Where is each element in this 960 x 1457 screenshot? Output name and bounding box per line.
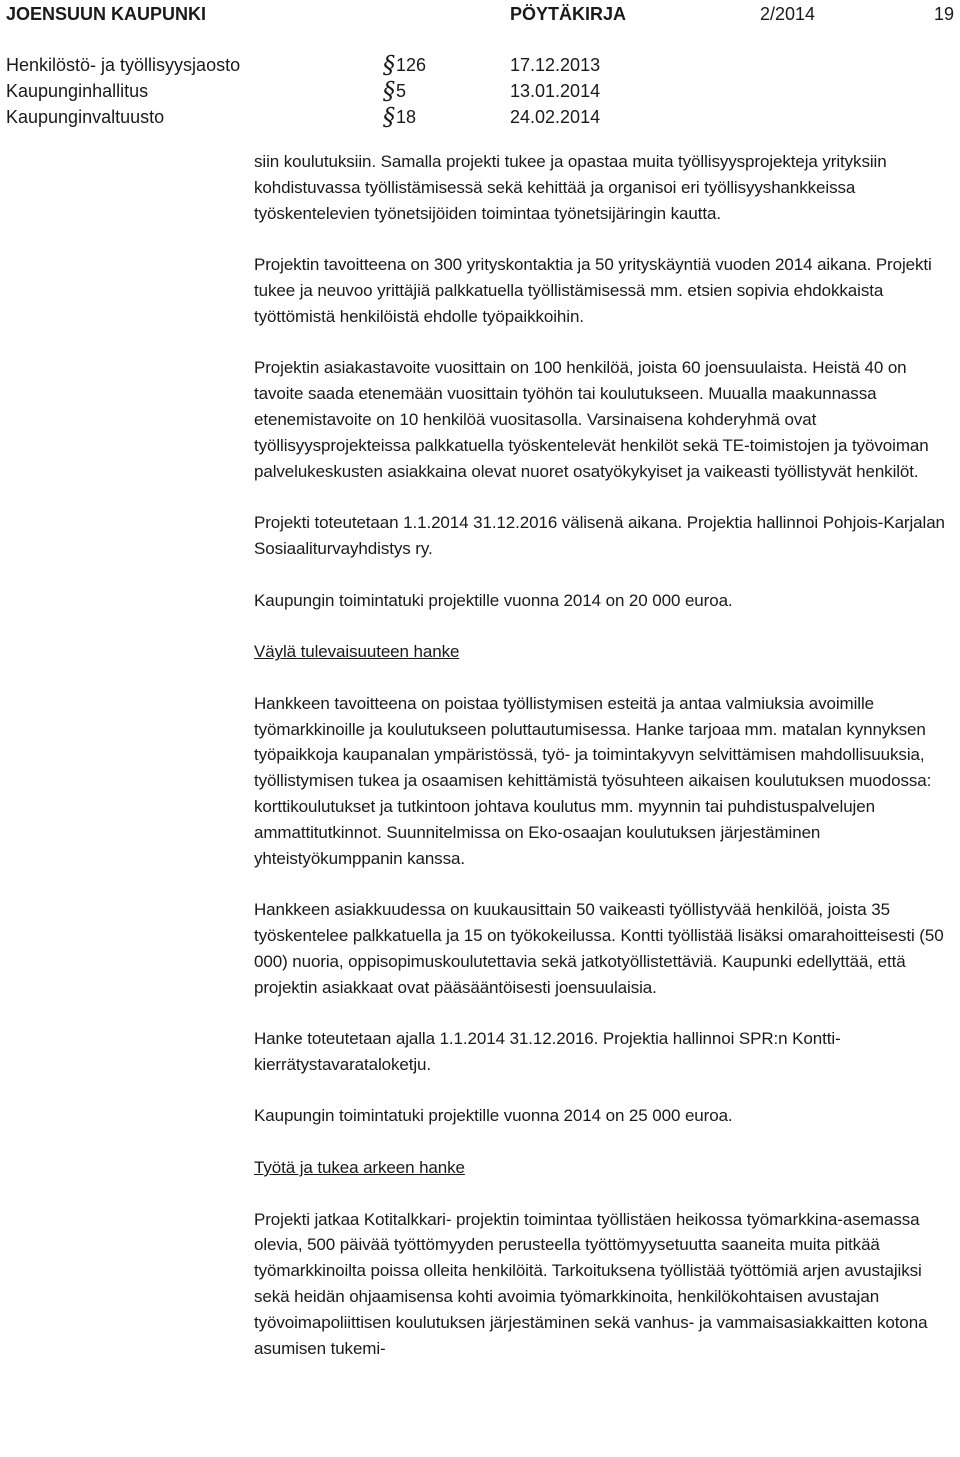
document-number: 2/2014 <box>760 4 816 24</box>
city-name: JOENSUUN KAUPUNKI <box>6 4 207 24</box>
paragraph: Projekti toteutetaan 1.1.2014 31.12.2016 välisenä aikana. Projektia hallinnoi Pohjois-Karjalan Sosiaaliturvayhdistys ry. <box>254 513 945 558</box>
body-name: Henkilöstö- ja työllisyysjaosto <box>6 55 241 75</box>
document-type: PÖYTÄKIRJA <box>510 4 627 24</box>
body-row <box>0 104 960 130</box>
section-number: 5 <box>396 81 407 101</box>
paragraph: siin koulutuksiin. Samalla projekti tukee ja opastaa muita työllisyysprojekteja yrityksiin kohdistuvassa työllistämisessä sekä kehittää ja organisoi eri työllisyyshankkeissa työskentelevien työnetsijöiden toimintaa työnetsijäringin kautta. <box>254 152 887 223</box>
document-body <box>254 149 954 1361</box>
paragraph: Projektin asiakastavoite vuosittain on 100 henkilöä, joista 60 joensuulaista. Heistä 40 on tavoite saada etenemään vuosittain työhön tai koulutukseen. Muualla maakunnassa etenemistavoite on 10 henkilöä vuositasolla. Varsinaisena kohderyhmä ovat työllisyysprojekteissa palkkatuella työskentelevät henkilöt sekä TE-toimistojen ja työvoiman palvelukeskusten asiakkaina olevat nuoret osatyökykyiset ja vaikeasti työllistyvät henkilöt. <box>254 358 929 481</box>
paragraph: Kaupungin toimintatuki projektille vuonna 2014 on 20 000 euroa. <box>254 590 733 610</box>
meeting-date: 17.12.2013 <box>510 55 601 75</box>
section-heading: Työtä ja tukea arkeen hanke <box>254 1158 465 1178</box>
document-header <box>0 1 960 27</box>
paragraph: Projekti jatkaa Kotitalkkari- projektin toimintaa työllistäen heikossa työmarkkina-asemassa olevia, 500 päivää työttömyyden perusteella työttömyysetuutta saaneita muita pitkää työmarkkinoilta poissa olleita henkilöitä. Tarkoituksena työllistää työttömiä arjen avustajiksi sekä heidän ohjaamisensa kohti avoimia työmarkkinoita, henkilökohtaisen avustajan työvoimapoliittisen koulutuksen järjestäminen sekä vanhus- ja vammaisasiakkaitten kotona asumisen tukemi- <box>254 1209 928 1358</box>
body-row <box>0 78 960 104</box>
body-name: Kaupunginhallitus <box>6 81 149 101</box>
paragraph: Hankkeen asiakkuudessa on kuukausittain 50 vaikeasti työllistyvää henkilöä, joista 35 työskentelee palkkatuella ja 15 on työkokeilussa. Kontti työllistää lisäksi omarahoitteisesti (50 000) nuoria, oppisopimuskoulutettavia sekä jatkotyöllistettäviä. Kaupunki edellyttää, että projektin asiakkaat ovat pääsääntöisesti joensuulaisia. <box>254 900 944 997</box>
paragraph: Kaupungin toimintatuki projektille vuonna 2014 on 25 000 euroa. <box>254 1106 733 1126</box>
page-number: 19 <box>934 4 955 24</box>
body-row <box>0 52 960 78</box>
paragraph: Hanke toteutetaan ajalla 1.1.2014 31.12.2016. Projektia hallinnoi SPR:n Kontti-kierrätystavarataloketju. <box>254 1029 841 1074</box>
section-symbol-icon: § <box>383 51 395 79</box>
section-symbol-icon: § <box>383 77 395 105</box>
body-name: Kaupunginvaltuusto <box>6 107 165 127</box>
section-number: 18 <box>396 107 417 127</box>
meeting-date: 13.01.2014 <box>510 81 601 101</box>
section-heading: Väylä tulevaisuuteen hanke <box>254 642 460 662</box>
paragraph: Projektin tavoitteena on 300 yrityskontaktia ja 50 yrityskäyntiä vuoden 2014 aikana. Projekti tukee ja neuvoo yrittäjiä palkkatuella työllistämisessä mm. etsien sopivia ehdokkaista työttömistä henkilöistä ehdolle työpaikkoihin. <box>254 255 932 326</box>
meeting-date: 24.02.2014 <box>510 107 601 127</box>
section-number: 126 <box>396 55 427 75</box>
section-symbol-icon: § <box>383 103 395 131</box>
paragraph: Hankkeen tavoitteena on poistaa työllistymisen esteitä ja antaa valmiuksia avoimille työmarkkinoille ja koulutukseen poluttautumisessa. Hanke tarjoaa mm. matalan kynnyksen työpaikkoja kaupanalan ympäristössä, työ- ja toimintakyvyn selvittämisen mahdollisuuksia, työllistymisen tukea ja osaamisen kehittämistä työsuhteen aikaisen koulutuksen muodossa: korttikoulutukset ja tutkintoon johtava koulutus mm. myynnin tai puhdistuspalvelujen ammattitutkinnot. Suunnitelmissa on Eko-osaajan koulutuksen järjestäminen yhteistyökumppanin kanssa. <box>254 693 932 868</box>
